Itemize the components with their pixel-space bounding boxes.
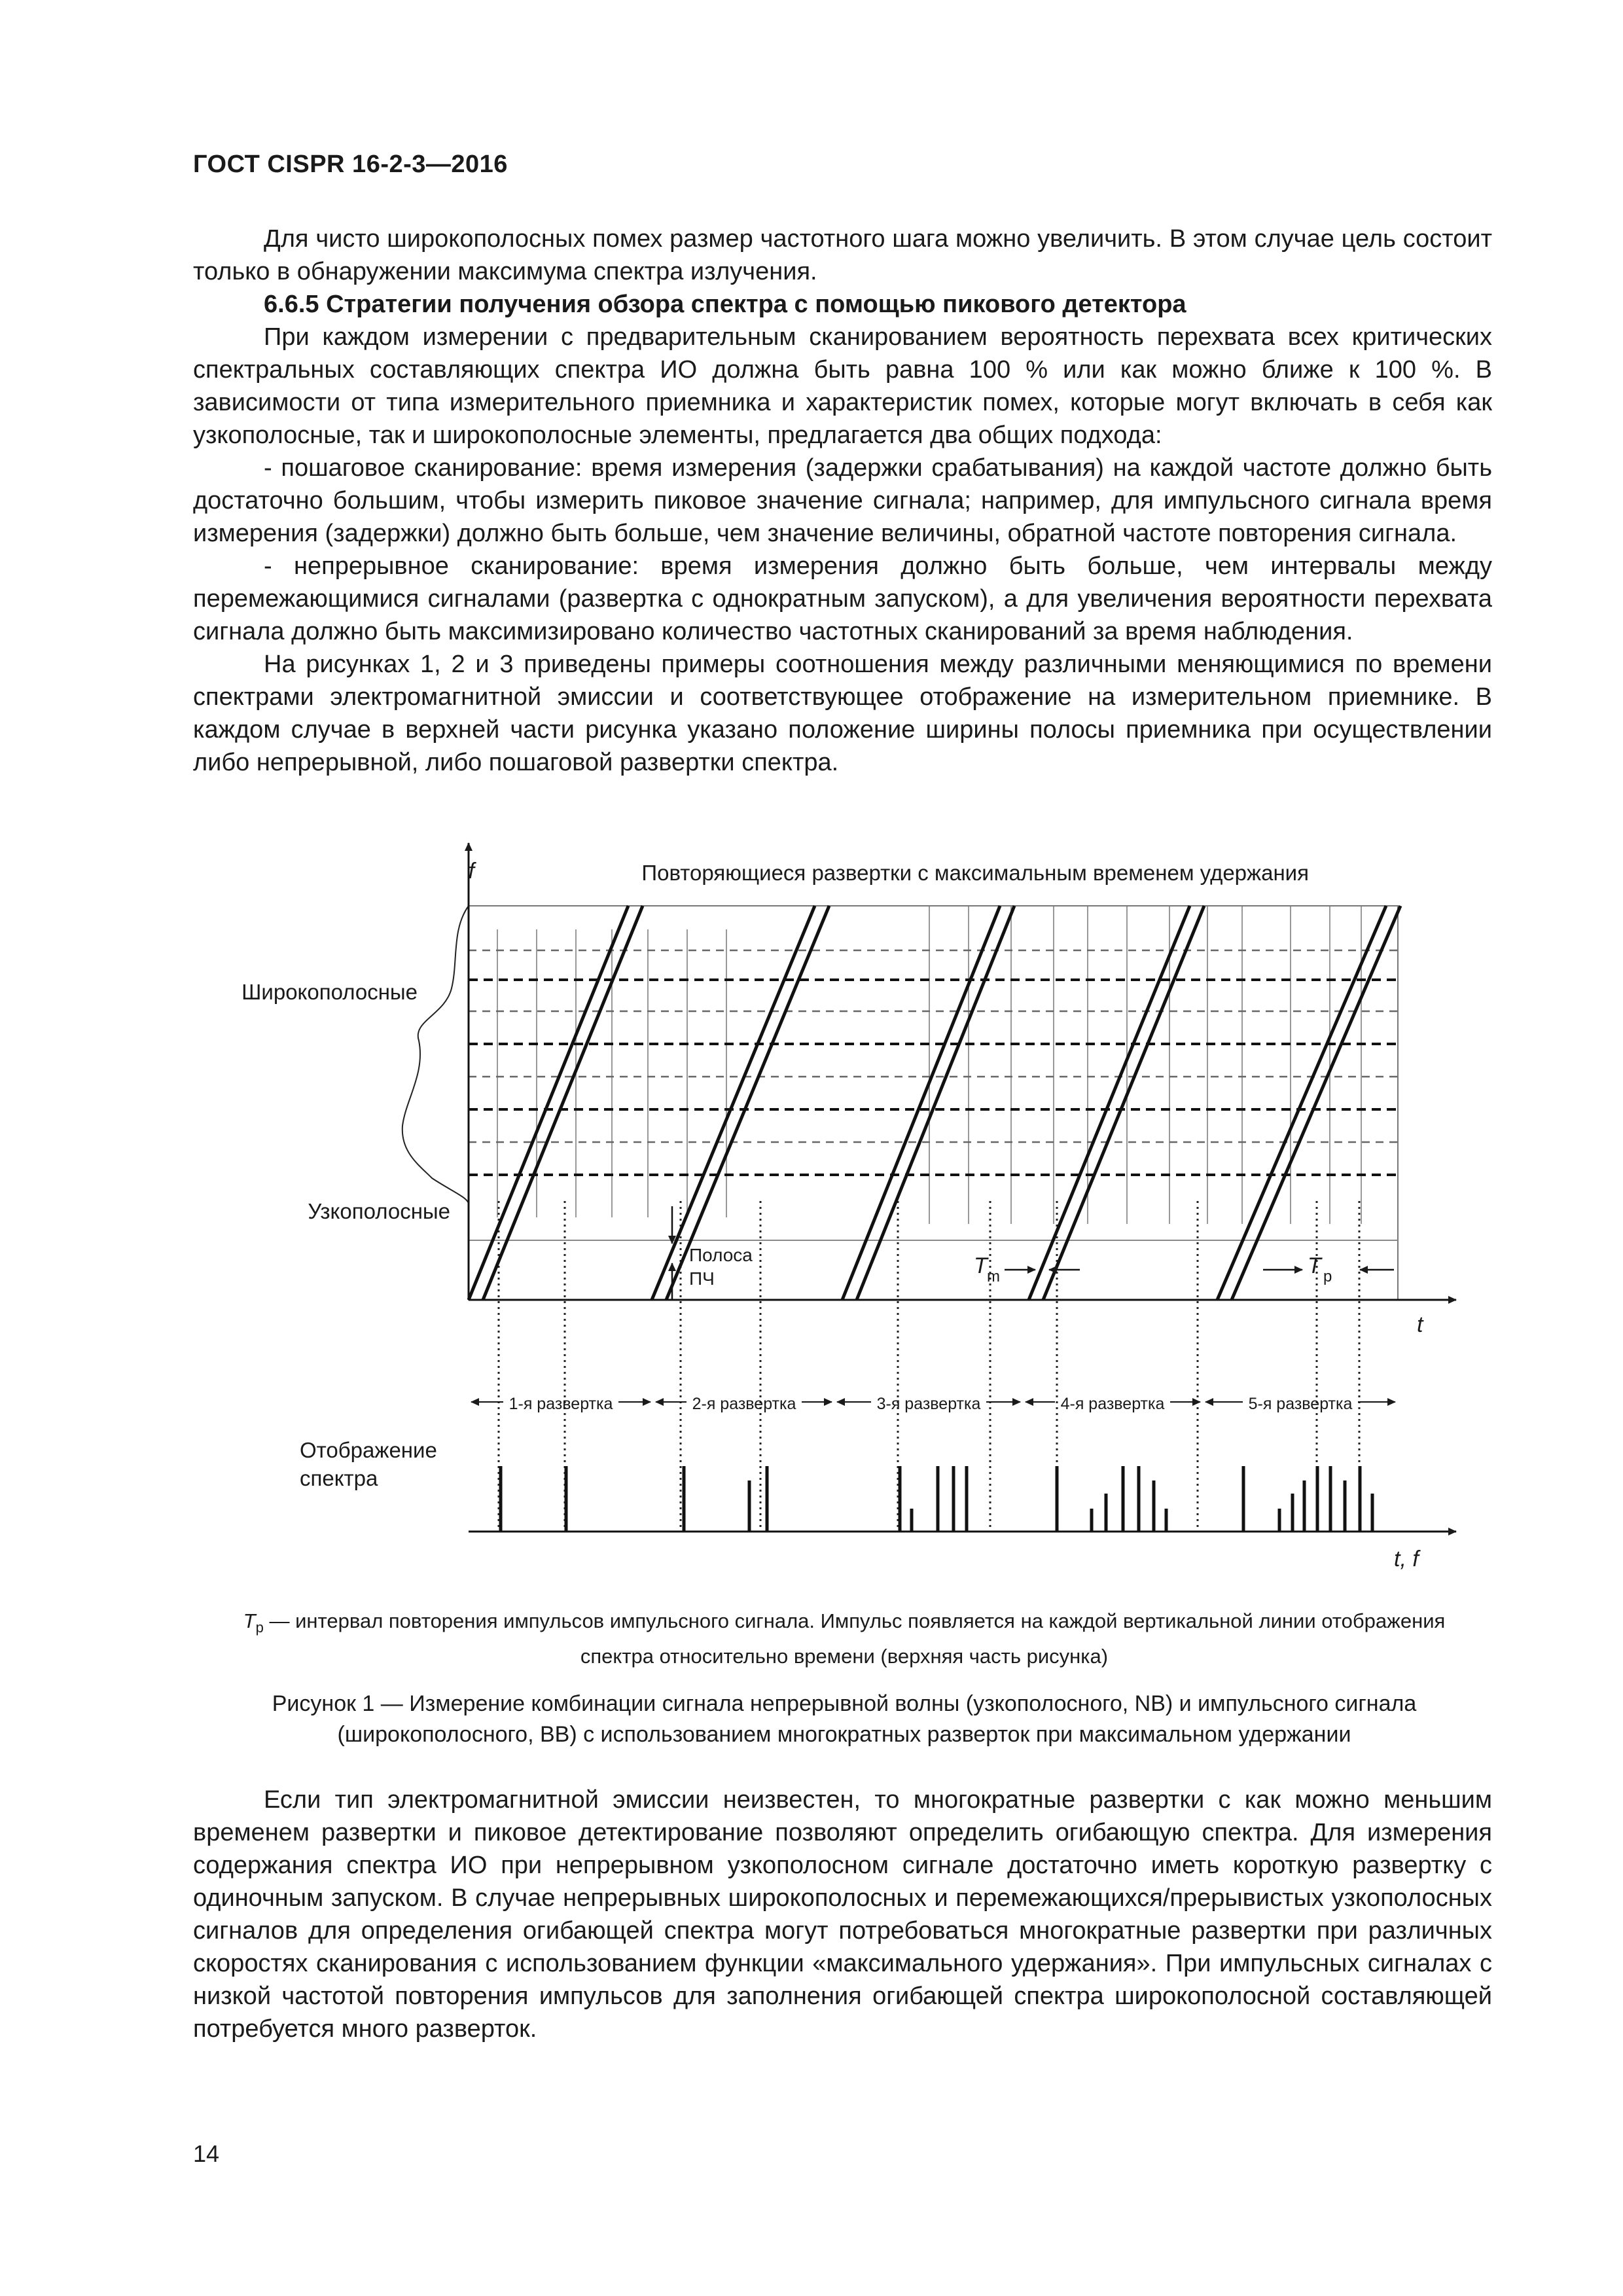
sweep-range-label: 3-я развертка [876, 1395, 981, 1413]
page-number: 14 [193, 2140, 220, 2167]
display-label: спектра [300, 1466, 378, 1490]
sweep-range-label: 5-я развертка [1248, 1395, 1353, 1413]
narrowband-label: Узкополосные [308, 1199, 450, 1223]
paragraph: Если тип электромагнитной эмиссии неизвестен, то многократные развертки с как можно меньшим временем развертки и пиковое детектирование позволяют определить огибающую спектра. Для измерения содержания спектра ИО при непрерывном узкополосном сигнале достаточно иметь короткую развертку с одиночным запуском. В случае непрерывных широкополосных и перемежающихся/прерывистых узкополосных сигналов для определения огибающей спектра могут потребоваться многократные развертки при различных скоростях сканирования с использованием функции «максимального удержания». При импульсных сигналах с низкой частотой повторения импульсов для заполнения огибающей спектра широкополосной составляющей потребуется много разверток. [193, 1786, 1492, 2043]
note-text: спектра относительно времени (верхняя часть рисунка) [580, 1645, 1109, 1668]
paragraph: На рисунках 1, 2 и 3 приведены примеры соотношения между различными меняющимися по времени спектрами электромагнитной эмиссии и соответствующее отображение на измерительном приемнике. В каждом случае в верхней части рисунка указано положение ширины полосы приемника при осуществлении либо непрерывной, либо пошаговой развертки спектра. [193, 651, 1492, 776]
caption-line: Рисунок 1 — Измерение комбинации сигнала непрерывной волны (узкополосного, NB) и импульсного сигнала [272, 1691, 1417, 1716]
note-symbol: T [243, 1609, 256, 1632]
sweep-range-label: 2-я развертка [692, 1395, 796, 1413]
tm-label-sub: m [987, 1268, 1000, 1285]
figure-title: Повторяющиеся развертки с максимальным временем удержания [641, 861, 1309, 885]
note-text: — интервал повторения импульсов импульсного сигнала. Импульс появляется на каждой вертикальной линии отображения [263, 1609, 1446, 1632]
tp-label: T [1308, 1253, 1321, 1278]
tp-label-sub: p [1323, 1268, 1332, 1285]
t-axis-label: t [1417, 1312, 1423, 1337]
page-header: ГОСТ CISPR 16-2-3—2016 [193, 151, 508, 178]
sweep-range-label: 1-я развертка [508, 1395, 613, 1413]
sweep-range-label: 4-я развертка [1060, 1395, 1165, 1413]
if-band-label: ПЧ [689, 1268, 715, 1289]
paragraph: - пошаговое сканирование: время измерения (задержки срабатывания) на каждой частоте должно быть достаточно большим, чтобы измерить пиковое значение сигнала; например, для импульсного сигнала время измерения (задержки) должно быть больше, чем значение величины, обратной частоте повторения сигнала. [193, 454, 1492, 547]
if-band-label: Полоса [689, 1245, 753, 1265]
broadband-label: Широкополосные [241, 980, 418, 1004]
paragraph: При каждом измерении с предварительным сканированием вероятность перехвата всех критических спектральных составляющих спектра ИО должна быть равна 100 % или как можно ближе к 100 %. В зависимости от типа измерительного приемника и характеристик помех, которые могут включать в себя как узкополосные, так и широкополосные элементы, предлагается два общих подхода: [193, 323, 1492, 449]
tf-axis-label: t, f [1394, 1547, 1419, 1571]
caption-line: (широкополосного, BB) с использованием многократных разверток при максимальном удержании [337, 1722, 1351, 1747]
tm-label: T [974, 1253, 988, 1278]
section-heading: 6.6.5 Стратегии получения обзора спектра с помощью пикового детектора [264, 291, 1186, 318]
paragraph: - непрерывное сканирование: время измерения должно быть больше, чем интервалы между перемежающимися сигналами (развертка с однократным запуском), а для увеличения вероятности перехвата сигнала должно быть максимизировано количество частотных сканирований за время наблюдения. [193, 552, 1492, 645]
figure-caption [196, 1689, 1492, 1750]
spectrum-envelope [402, 906, 469, 1204]
display-label: Отображение [300, 1438, 437, 1462]
note-symbol-sub: p [255, 1619, 264, 1636]
bottom-text-block [193, 1784, 1492, 2045]
f-axis-label: f [468, 859, 474, 884]
figure-note [196, 1607, 1492, 1671]
paragraph: Для чисто широкополосных помех размер частотного шага можно увеличить. В этом случае цель состоит только в обнаружении максимума спектра излучения. [193, 225, 1492, 285]
